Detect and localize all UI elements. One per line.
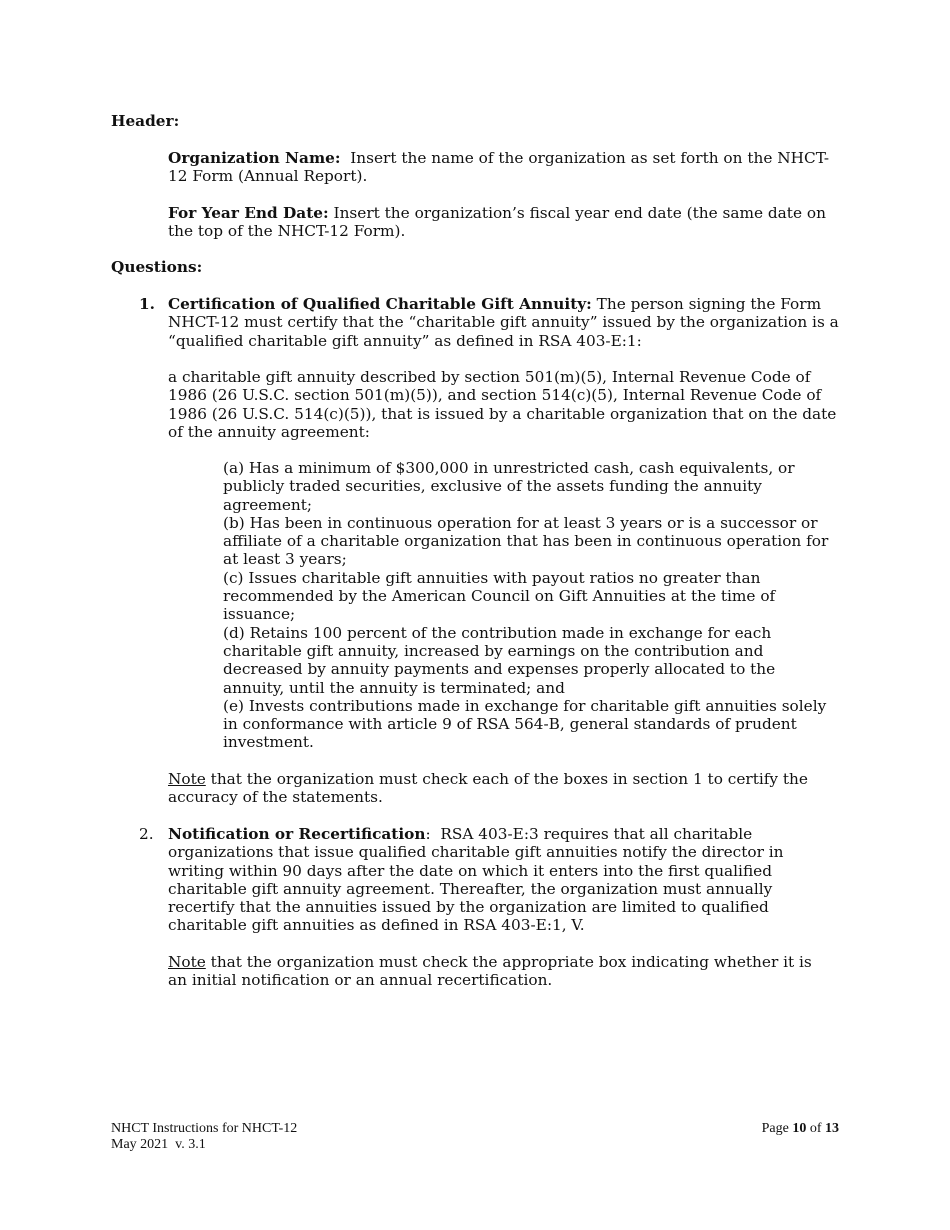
q2-title: Notification or Recertification xyxy=(168,825,426,843)
footer-left xyxy=(111,1121,297,1153)
q2-note-text: that the organization must check the appropriate box indicating whether it is an initial notification or an annual recertification. xyxy=(168,953,812,990)
q1-criteria-list xyxy=(223,459,841,752)
org-name-label: Organization Name: xyxy=(168,149,341,167)
q2-colon: : xyxy=(425,825,431,843)
q1-criterion-b: (b) Has been in continuous operation for at least 3 years or is a successor or affiliate of a charitable organization that has been in continuous operation for at least 3 years; xyxy=(223,513,829,569)
q1-criterion-d: (d) Retains 100 percent of the contribution made in exchange for each charitable gift annuity, increased by earnings on the contribution and decreased by annuity payments and expenses properly allocated to the annuity, until the annuity is terminated; and xyxy=(223,623,776,697)
questions-heading: Questions: xyxy=(111,258,203,276)
q1-intro: The person signing the Form NHCT-12 must certify that the “charitable gift annuity” issued by the organization is a “qualified charitable gift annuity” as defined in RSA 403-E:1: xyxy=(168,295,839,350)
q1-note-text: that the organization must check each of the boxes in section 1 to certify the accuracy of the statements. xyxy=(168,770,808,807)
page-of: of xyxy=(809,1121,822,1136)
q2-body: RSA 403-E:3 requires that all charitable organizations that issue qualified charitable gift annuities notify the director in writing within 90 days after the date on which it enters into the first qualified charitable gift annuity agreement. Thereafter, the organization must annually recertify that the annuities issued by the organization are limited to qualified charitable gift annuities as defined in RSA 403-E:1, V. xyxy=(168,825,784,935)
q1-criterion-a: (a) Has a minimum of $300,000 in unrestricted cash, cash equivalents, or publicly traded securities, exclusive of the assets funding the annuity agreement; xyxy=(223,459,795,514)
q2-paragraph xyxy=(168,825,808,935)
footer-page-number xyxy=(762,1121,839,1137)
page-current: 10 xyxy=(792,1121,807,1136)
year-end-label: For Year End Date: xyxy=(168,204,329,222)
year-end-paragraph xyxy=(168,204,838,241)
org-name-text: Insert the name of the organization as set forth on the NHCT-12 Form (Annual Report). xyxy=(168,149,830,186)
q1-criterion-e: (e) Invests contributions made in exchange for charitable gift annuities solely in conformance with article 9 of RSA 564-B, general standards of prudent investment. xyxy=(223,696,827,752)
q2-number: 2. xyxy=(139,825,154,843)
org-name-paragraph xyxy=(168,149,838,186)
page-prefix: Page xyxy=(761,1121,789,1136)
q1-title: Certification of Qualified Charitable Gift Annuity: xyxy=(168,295,592,313)
q1-intro-paragraph xyxy=(168,295,840,350)
q1-number: 1. xyxy=(139,295,155,313)
q1-note-label: Note xyxy=(168,770,206,788)
q2-note-paragraph xyxy=(168,953,833,990)
year-end-text: Insert the organization’s fiscal year end date (the same date on the top of the NHCT-12 Form). xyxy=(168,204,826,241)
footer-version: May 2021 v. 3.1 xyxy=(111,1137,206,1152)
page-total: 13 xyxy=(825,1121,839,1136)
q1-note-paragraph xyxy=(168,770,833,807)
q1-definition: a charitable gift annuity described by section 501(m)(5), Internal Revenue Code of 1986 (26 U.S.C. section 501(m)(5)), and section 514(c)(5), Internal Revenue Code of 1986 (26 U.S.C. 514(c)(5)), that is issued by a charitable organization that on the date of the annuity agreement: xyxy=(168,368,837,441)
q2-note-label: Note xyxy=(168,953,206,971)
footer-doc-title: NHCT Instructions for NHCT-12 xyxy=(111,1121,298,1136)
header-heading: Header: xyxy=(111,112,180,130)
q1-criterion-c: (c) Issues charitable gift annuities with payout ratios no greater than recommended by the American Council on Gift Annuities at the time of issuance; xyxy=(223,568,776,624)
